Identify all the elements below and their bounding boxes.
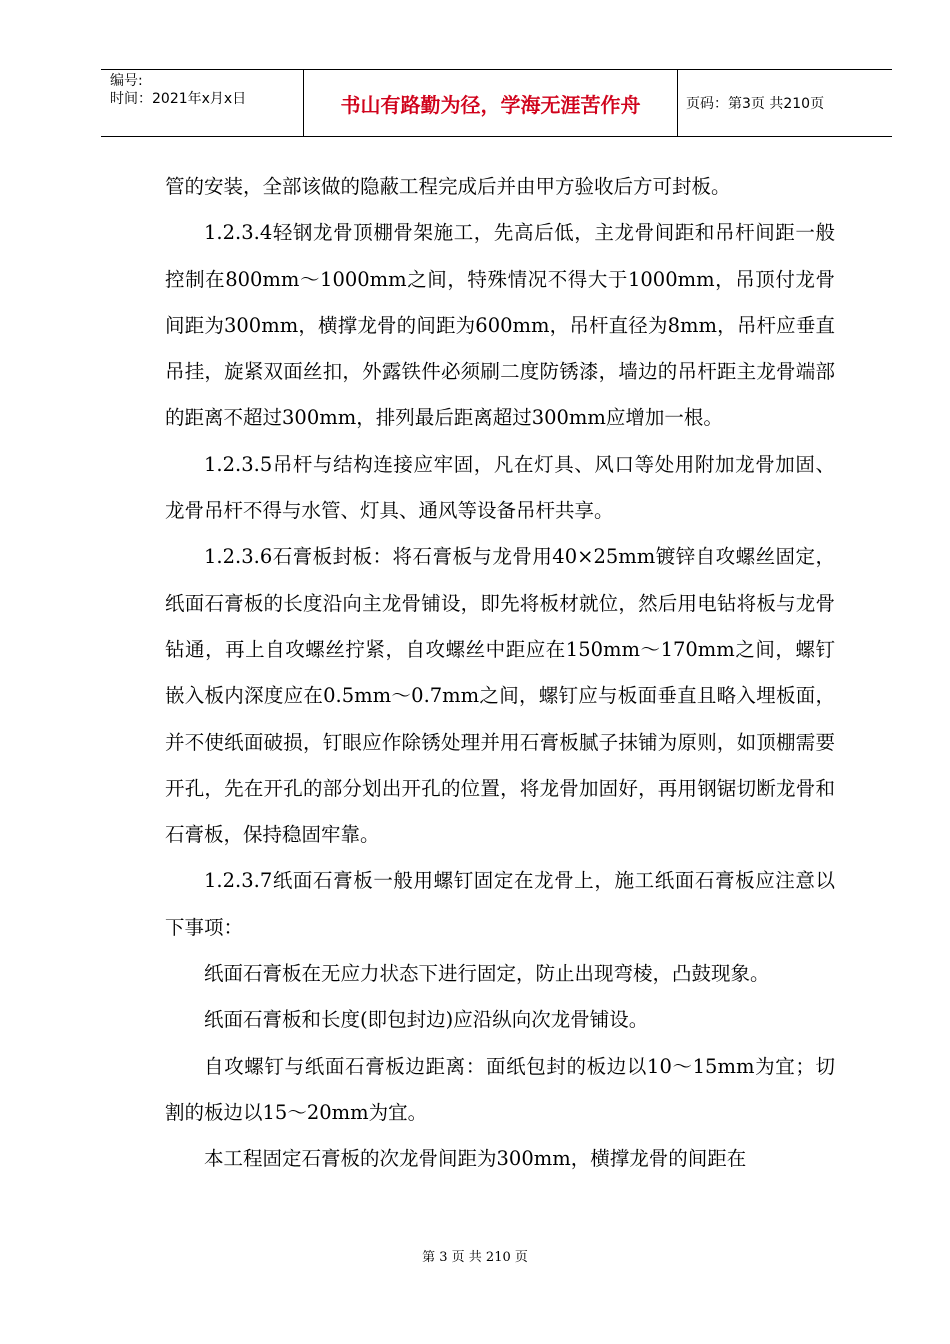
paragraph-1-2-3-7: 1.2.3.7纸面石膏板一般用螺钉固定在龙骨上，施工纸面石膏板应注意以下事项：	[165, 869, 835, 939]
header-meta	[101, 70, 304, 136]
paragraph-1-2-3-5: 1.2.3.5吊杆与结构连接应牢固，凡在灯具、风口等处用附加龙骨加固、龙骨吊杆不得与水管、灯具、通风等设备吊杆共享。	[165, 452, 835, 523]
document-body	[165, 164, 835, 1183]
page-header	[101, 69, 892, 137]
paragraph-note-2: 纸面石膏板和长度(即包封边)应沿纵向次龙骨铺设。	[204, 1008, 649, 1032]
paragraph-note-3: 自攻螺钉与纸面石膏板边距离：面纸包封的板边以10～15mm为宜；切割的板边以15～20mm为宜。	[165, 1054, 835, 1124]
header-page-code: 页码：第3页 共210页	[686, 96, 825, 112]
number-label: 编号:	[110, 73, 143, 89]
paragraph-1-2-3-6: 1.2.3.6石膏板封板：将石膏板与龙骨用40×25mm镀锌自攻螺丝固定，纸面石膏板的长度沿向主龙骨铺设，即先将板材就位，然后用电钻将板与龙骨钻通，再上自攻螺丝拧紧，自攻螺丝中距应在150mm～170mm之间，螺钉嵌入板内深度应在0.5mm～0.7mm之间，螺钉应与板面垂直且略入埋板面，并不使纸面破损，钉眼应作除锈处理并用石膏板腻子抹铺为原则，如顶棚需要开孔，先在开孔的部分划出开孔的位置，将龙骨加固好，再用钢锯切断龙骨和石膏板，保持稳固牢靠。	[165, 545, 835, 847]
paragraph-note-4: 本工程固定石膏板的次龙骨间距为300mm，横撑龙骨的间距在	[204, 1147, 747, 1171]
page-footer: 第 3 页 共 210 页	[422, 1250, 528, 1265]
header-motto: 书山有路勤为径，学海无涯苦作舟	[304, 70, 678, 136]
paragraph-1-2-3-4: 1.2.3.4轻钢龙骨顶棚骨架施工，先高后低，主龙骨间距和吊杆间距一般控制在800mm～1000mm之间，特殊情况不得大于1000mm，吊顶付龙骨间距为300mm，横撑龙骨的间距为600mm，吊杆直径为8mm，吊杆应垂直吊挂，旋紧双面丝扣，外露铁件必须刷二度防锈漆，墙边的吊杆距主龙骨端部的距离不超过300mm，排列最后距离超过300mm应增加一根。	[165, 221, 835, 430]
paragraph-note-1: 纸面石膏板在无应力状态下进行固定，防止出现弯棱，凸鼓现象。	[204, 962, 770, 986]
date-label: 时间：2021年x月x日	[110, 91, 247, 107]
paragraph-continuation: 管的安装，全部该做的隐蔽工程完成后并由甲方验收后方可封板。	[165, 175, 731, 198]
